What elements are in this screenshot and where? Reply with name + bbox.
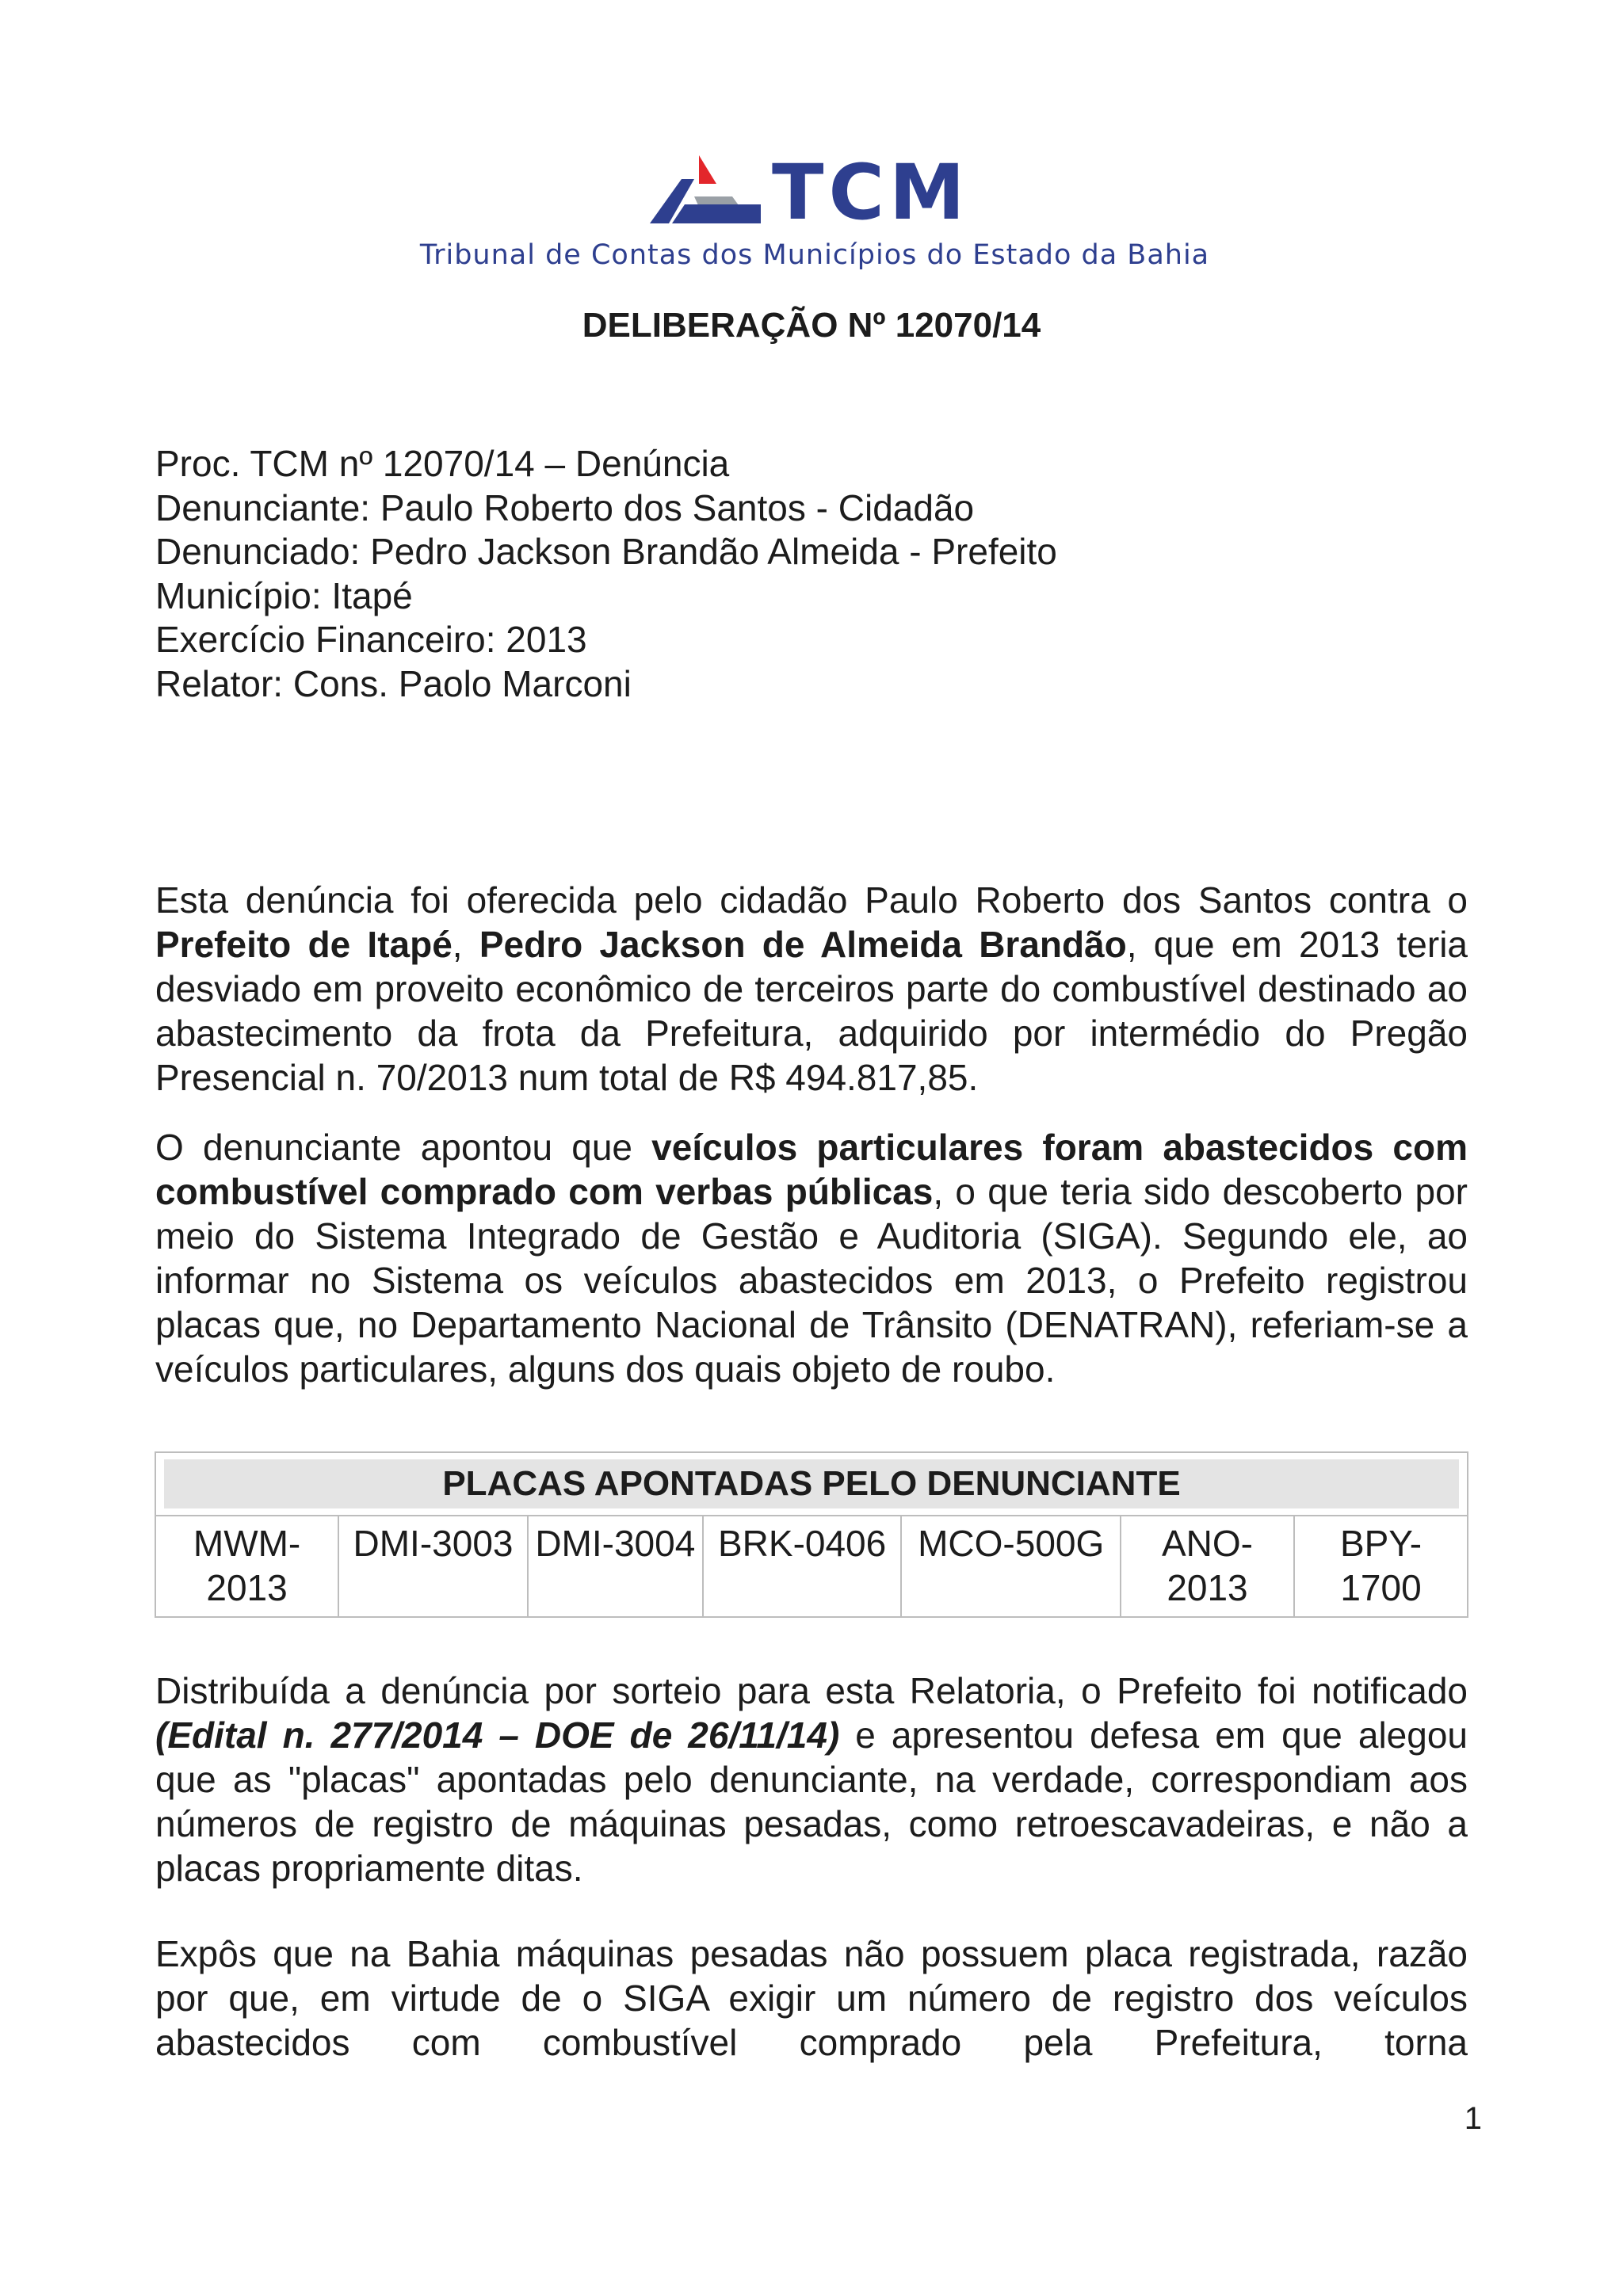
rapporteur-line: Relator: Cons. Paolo Marconi bbox=[155, 662, 632, 704]
accused-line: Denunciado: Pedro Jackson Brandão Almeida - Prefeito bbox=[155, 531, 1057, 572]
p1-bold-name: Pedro Jackson de Almeida Brandão bbox=[479, 924, 1127, 965]
plates-table-row bbox=[155, 1516, 1468, 1617]
plate-cell: MWM-2013 bbox=[155, 1516, 338, 1617]
p1-text-1: Esta denúncia foi oferecida pelo cidadão Paulo Roberto dos Santos contra o bbox=[155, 879, 1468, 921]
paragraph-defense bbox=[155, 1669, 1468, 1890]
process-metadata bbox=[155, 442, 1471, 706]
complainant-line: Denunciante: Paulo Roberto dos Santos - Cidadão bbox=[155, 486, 975, 528]
p3-edital-reference: (Edital n. 277/2014 – DOE de 26/11/14) bbox=[155, 1714, 840, 1756]
paragraph-heavy-machinery bbox=[155, 1932, 1468, 2065]
tcm-logo-mark-icon bbox=[650, 155, 761, 227]
p1-bold-mayor: Prefeito de Itapé bbox=[155, 924, 453, 965]
tcm-tagline: Tribunal de Contas dos Municípios do Estado da Bahia bbox=[419, 239, 1210, 271]
plate-cell: BPY-1700 bbox=[1294, 1516, 1468, 1617]
p4-text-1: Expôs que na Bahia máquinas pesadas não possuem placa registrada, razão por que, em virtude de o SIGA exigir um número de registro dos veículos abastecidos com combustível comprado pela Prefeitura, torna bbox=[155, 1933, 1468, 2063]
p2-bold-claim: veículos particulares foram abastecidos com combustível comprado com verbas públicas bbox=[155, 1127, 1468, 1212]
plates-table bbox=[155, 1451, 1468, 1618]
tcm-wordmark: TCM bbox=[772, 148, 970, 237]
plate-cell: DMI-3004 bbox=[528, 1516, 703, 1617]
paragraph-complaint-details bbox=[155, 1125, 1468, 1391]
process-number-line: Proc. TCM nº 12070/14 – Denúncia bbox=[155, 443, 730, 484]
plate-cell: BRK-0406 bbox=[703, 1516, 902, 1617]
plates-table-header bbox=[155, 1452, 1468, 1516]
municipality-line: Município: Itapé bbox=[155, 574, 413, 616]
plate-cell: MCO-500G bbox=[901, 1516, 1121, 1617]
paragraph-complaint-summary bbox=[155, 878, 1468, 1100]
p2-text-2: , o que teria sido descoberto por meio do Sistema Integrado de Gestão e Auditoria (SIGA). Segundo ele, ao informar no Sistema os veículos abastecidos em 2013, o Prefeito registrou placas que, no Departamento Nacional de Trânsito (DENATRAN), referiam-se a veículos particulares, alguns dos quais objeto de roubo. bbox=[155, 1171, 1468, 1390]
p2-text-1: O denunciante apontou que bbox=[155, 1127, 652, 1168]
plates-table-header-row bbox=[155, 1452, 1468, 1516]
page-title: DELIBERAÇÃO Nº 12070/14 bbox=[582, 306, 1041, 345]
tcm-logo bbox=[387, 147, 1243, 282]
p3-text-1: Distribuída a denúncia por sorteio para esta Relatoria, o Prefeito foi notificado bbox=[155, 1670, 1468, 1711]
p3-text-2: e apresentou defesa em que alegou que as "placas" apontadas pelo denunciante, na verdade, correspondiam aos números de registro de máquinas pesadas, como retroescavadeiras, e não a placas propriamente ditas. bbox=[155, 1714, 1468, 1889]
p1-text-2: , bbox=[452, 924, 479, 965]
fiscal-year-line: Exercício Financeiro: 2013 bbox=[155, 619, 587, 660]
plates-table-header-label: PLACAS APONTADAS PELO DENUNCIANTE bbox=[164, 1459, 1459, 1508]
p1-text-3: , que em 2013 teria desviado em proveito econômico de terceiros parte do combustível destinado ao abastecimento da frota da Prefeitura, adquirido por intermédio do Pregão Presencial n. 70/2013 num total de R$ 494.817,85. bbox=[155, 924, 1468, 1098]
plate-cell: ANO-2013 bbox=[1121, 1516, 1294, 1617]
page-number: 1 bbox=[1464, 2101, 1482, 2136]
plate-cell: DMI-3003 bbox=[338, 1516, 528, 1617]
